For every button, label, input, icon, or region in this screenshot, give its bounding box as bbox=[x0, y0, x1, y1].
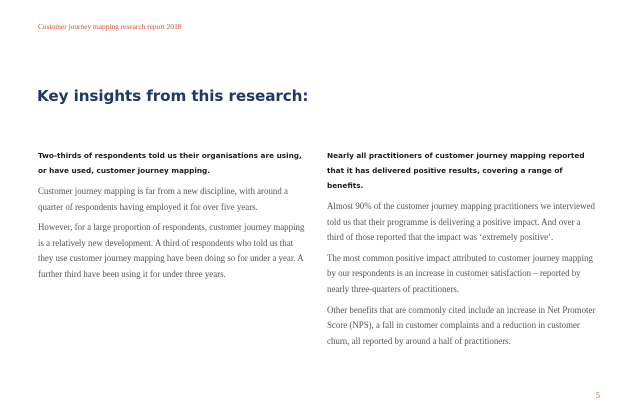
page-number: 5 bbox=[595, 390, 600, 400]
left-column-lead: Two-thirds of respondents told us their organisations are using, or have used, customer journey mapping. bbox=[38, 151, 302, 175]
left-column-paragraph-1: Customer journey mapping is far from a new discipline, with around a quarter of respondents having employed it for over five years. bbox=[38, 186, 288, 212]
right-column-paragraph-3: Other benefits that are commonly cited include an increase in Net Promoter Score (NPS), a fall in customer complaints and a reduction in customer churn, all reported by around a half of practitioners. bbox=[327, 304, 596, 346]
left-column-paragraph-2: However, for a large proportion of respondents, customer journey mapping is a relatively new development. A third of respondents who told us that they use customer journey mapping have been doing so for under a year. A further third have been using it for under three years. bbox=[38, 222, 305, 279]
right-column-paragraph-1: Almost 90% of the customer journey mapping practitioners we interviewed told us that their programme is delivering a positive impact. And over a third of those reported that the impact was ‘extremely positive’. bbox=[327, 201, 595, 243]
page-title: Key insights from this research: bbox=[37, 87, 309, 105]
right-column-lead: Nearly all practitioners of customer journey mapping reported that it has delivered positive results, covering a range of benefits. bbox=[327, 151, 585, 190]
right-column-paragraph-2: The most common positive impact attributed to customer journey mapping by our respondents is an increase in customer satisfaction – reported by nearly three-quarters of practitioners. bbox=[327, 252, 593, 294]
running-header: Customer journey mapping research report 2018 bbox=[38, 22, 182, 31]
left-column bbox=[38, 148, 310, 288]
right-column bbox=[327, 148, 599, 354]
